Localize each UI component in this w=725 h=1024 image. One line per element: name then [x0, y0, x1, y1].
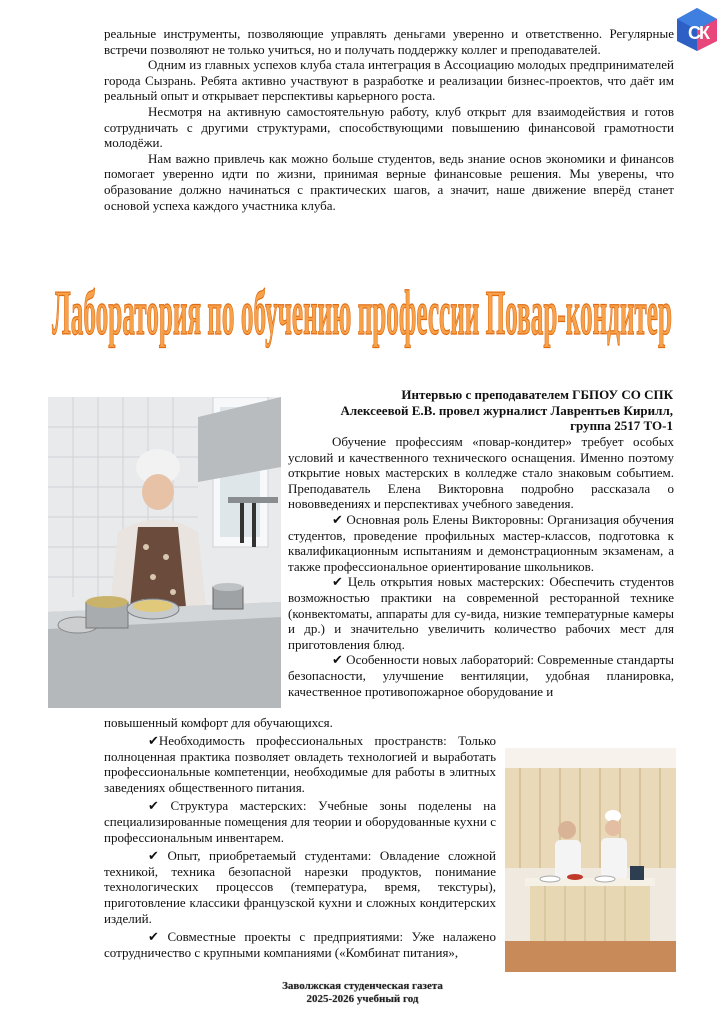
interview-intro — [285, 387, 673, 434]
paragraph: ✔ Опыт, приобретаемый студентами: Овладение сложной техникой, техника безопасной нарезки продуктов, понимание технологических процессов (температура, время, текстуры), приготовление классики французской кухни и сложных кондитерских изделий. — [104, 848, 496, 926]
paragraph-continuation: повышенный комфорт для обучающихся. — [104, 715, 333, 730]
chefs-exhibition-photo — [505, 748, 676, 972]
headline: Лаборатория по обучению профессии Повар-кондитер — [52, 277, 672, 348]
paragraph: ✔Необходимость профессиональных пространств: Только полноценная практика позволяет овладеть технологией и выработать профессиональные компетенции, необходимые для работы в элитных заведениях общественного питания. — [104, 733, 496, 795]
paragraph: ✔ Основная роль Елены Викторовны: Организация обучения студентов, проведение профильных мастер-классов, подготовка к квалификационным испытаниям и демонстрационным экзаменам, а также профессиональное ориентирование школьников. — [288, 511, 674, 574]
paragraph: Несмотря на активную самостоятельную работу, клуб открыт для взаимодействия и готов сотрудничать с другими структурами, способствующими повышению финансовой грамотности молодёжи. — [104, 103, 674, 151]
article-column-left — [104, 733, 496, 963]
paragraph: ✔ Цель открытия новых мастерских: Обеспечить студентов возможностью практики на современной ресторанной технике (конвектоматы, аппараты для су-вида, низкие температурные камеры и др.) и значительно увеличить количество рабочих мест для приготовления блюд. — [288, 574, 674, 652]
newspaper-logo — [674, 6, 720, 52]
paragraph: ✔ Особенности новых лабораторий: Современные стандарты безопасности, улучшение вентиляции, удобная планировка, качественное противопожарное оборудование и — [288, 652, 674, 699]
footer-title: Заволжская студенческая газета — [282, 980, 443, 992]
intro-line: Алексеевой Е.В. провел журналист Лаврентьев Кирилл, — [340, 402, 673, 418]
svg-text:К: К — [699, 23, 710, 43]
paragraph: реальные инструменты, позволяющие управлять деньгами уверенно и ответственно. Регулярные встречи позволяют не только учиться, но и получать поддержку коллег и преподавателей. — [104, 26, 674, 57]
footer — [0, 980, 725, 1006]
svg-text:С: С — [688, 23, 701, 43]
article-column-right — [288, 434, 674, 699]
headline-banner — [0, 262, 725, 360]
paragraph: Нам важно привлечь как можно больше студентов, ведь знание основ экономики и финансов помогает уверенно идти по жизни, принимая верные финансовые решения. Мы уверены, что образование должно начинаться с практических шагов, а значит, наше движение вперёд станет основой успеха каждого участника клуба. — [104, 150, 674, 213]
paragraph: Обучение профессиям «повар-кондитер» требует особых условий и качественного технического оснащения. Именно поэтому открытие новых мастерских в колледже стало знаковым событием. Преподаватель Елена Викторовна подробно рассказала о нововведениях и перспективах учебного заведения. — [288, 434, 674, 512]
intro-line: Интервью с преподавателем ГБПОУ СО СПК — [401, 387, 673, 402]
top-article — [104, 26, 674, 213]
paragraph: ✔ Структура мастерских: Учебные зоны поделены на специализированные помещения для теории и оборудованные кухни с профессиональным инвентарем. — [104, 798, 496, 845]
footer-year: 2025-2026 учебный год — [306, 993, 419, 1005]
intro-line: группа 2517 ТО-1 — [570, 418, 673, 434]
teacher-kitchen-photo — [48, 397, 281, 708]
paragraph: ✔ Совместные проекты с предприятиями: Уже налажено сотрудничество с крупными компаниями («Комбинат питания», — [104, 929, 496, 960]
paragraph: Одним из главных успехов клуба стала интеграция в Ассоциацию молодых предпринимателей города Сызрань. Ребята активно участвуют в разработке и реализации бизнес-проектов, что даёт им реальный опыт и открывает перспективы карьерного роста. — [104, 57, 674, 104]
